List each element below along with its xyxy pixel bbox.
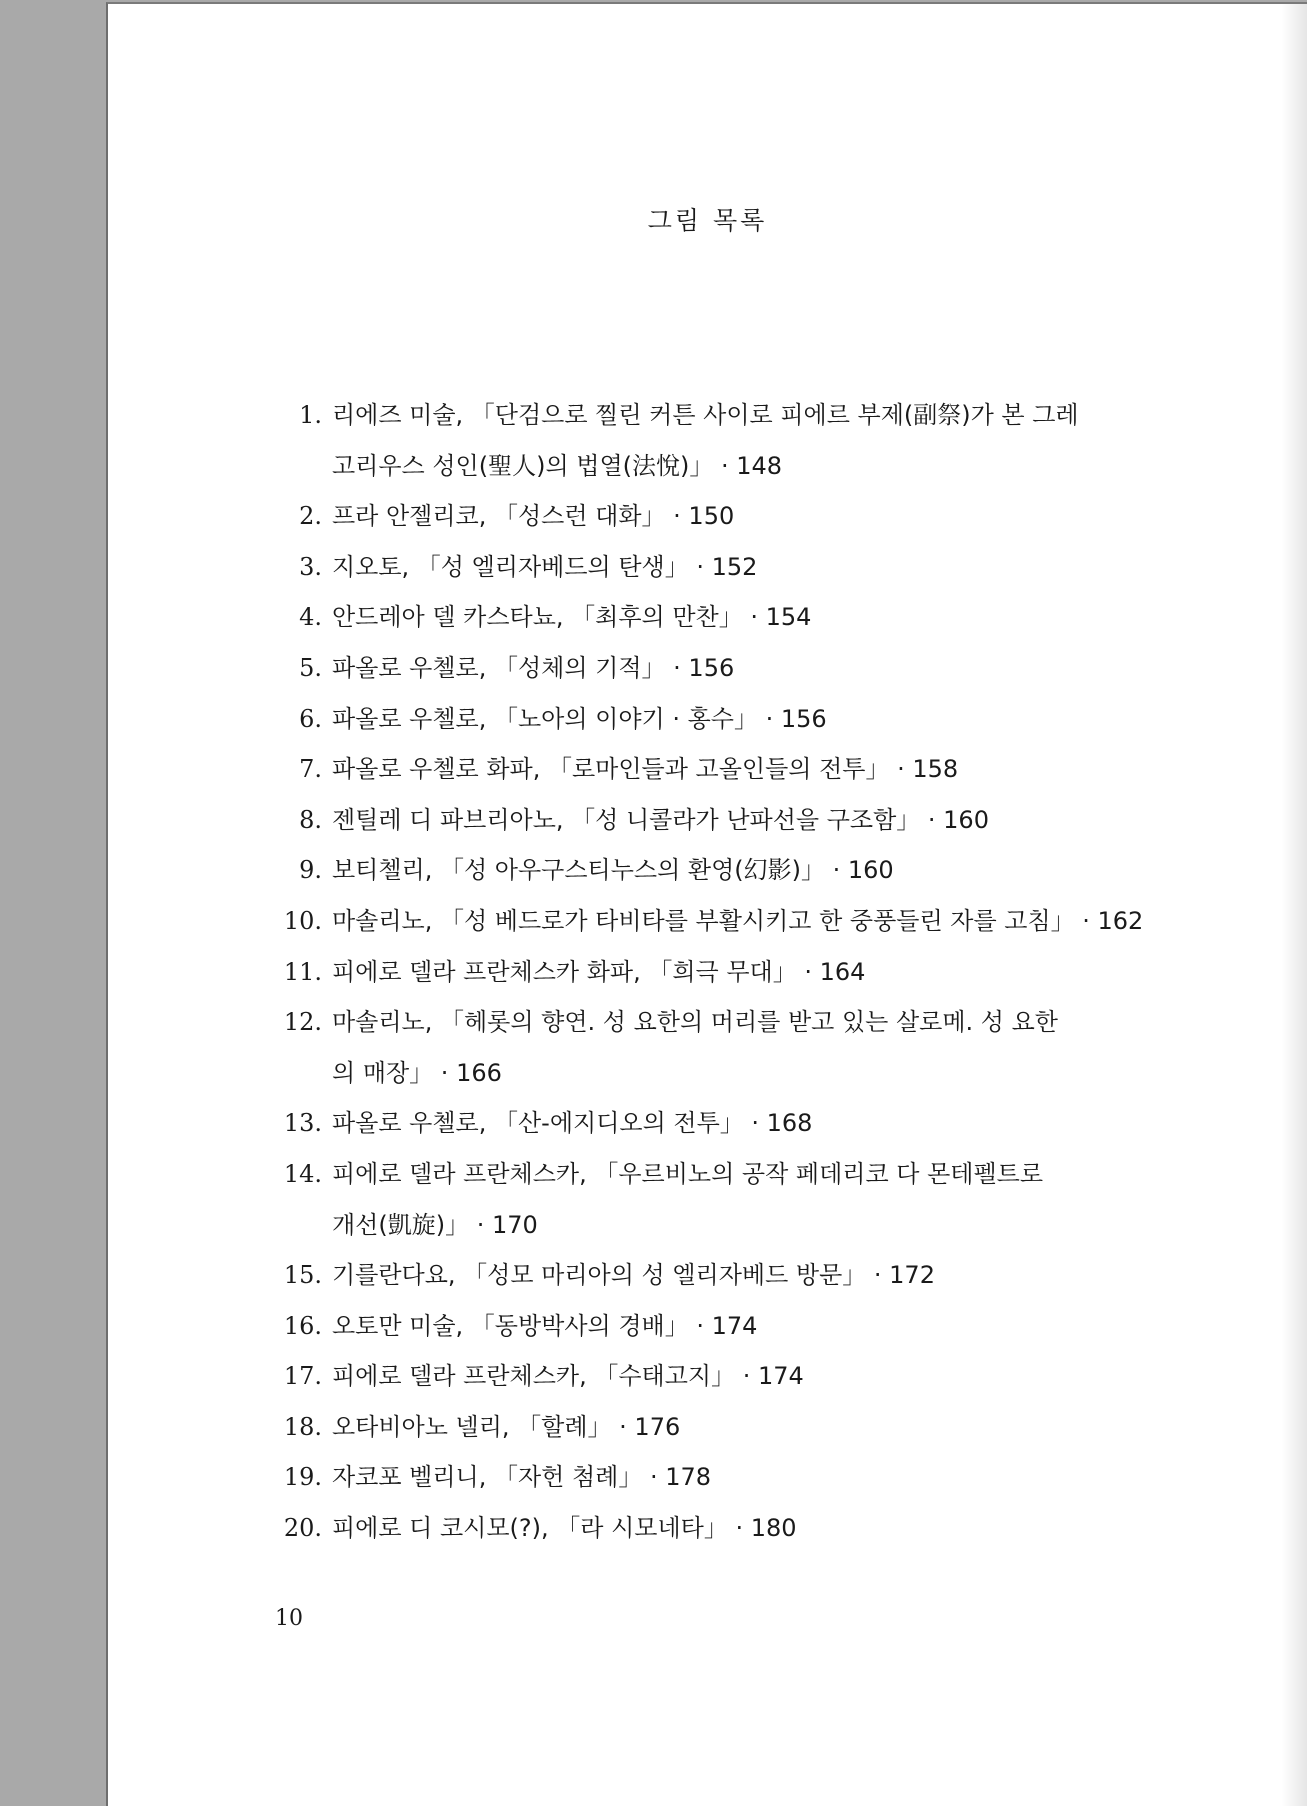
figure-caption: [332, 1098, 1238, 1149]
figure-entry: [278, 592, 1238, 643]
figure-number: 10.: [283, 906, 322, 935]
figure-caption: [332, 643, 1238, 694]
figure-number: 18.: [283, 1412, 322, 1441]
figure-caption-line: 피에로 델라 프란체스카 화파, 「희극 무대」 · 164: [332, 957, 866, 986]
figure-entry: [278, 1503, 1238, 1554]
figure-caption-continuation: 개선(凱旋)」 · 170: [332, 1210, 538, 1239]
book-page: [106, 2, 1307, 1806]
figure-caption: [332, 1402, 1238, 1453]
figure-caption: [332, 997, 1238, 1098]
figure-caption-continuation: 고리우스 성인(聖人)의 법열(法悅)」 · 148: [332, 451, 783, 480]
figure-number: 17.: [283, 1362, 322, 1391]
figure-entry: [278, 1301, 1238, 1352]
figure-caption-line: 파올로 우첼로, 「성체의 기적」 · 156: [332, 653, 735, 682]
figure-caption: [332, 795, 1238, 846]
figure-caption-line: 오토만 미술, 「동방박사의 경배」 · 174: [332, 1311, 758, 1340]
figure-caption-line: 오타비아노 넬리, 「할례」 · 176: [332, 1412, 681, 1441]
figure-number: 6.: [299, 704, 322, 733]
figure-number: 11.: [283, 957, 322, 986]
figure-caption: [332, 491, 1238, 542]
page-title: 그림 목록: [647, 206, 768, 235]
figure-entry: [278, 491, 1238, 542]
figure-caption-continuation: 의 매장」 · 166: [332, 1058, 502, 1087]
figure-caption: [332, 1503, 1238, 1554]
figure-caption-line: 마솔리노, 「성 베드로가 타비타를 부활시키고 한 중풍들린 자를 고침」 · 162: [332, 906, 1144, 935]
figure-caption: [332, 694, 1238, 745]
figure-number: 15.: [283, 1261, 322, 1290]
figure-caption-line: 마솔리노, 「헤롯의 향연. 성 요한의 머리를 받고 있는 살로메. 성 요한: [332, 1008, 1058, 1037]
figure-caption: [332, 1452, 1238, 1503]
figure-entry: [278, 795, 1238, 846]
figure-number: 7.: [299, 755, 322, 784]
figure-entry: [278, 1250, 1238, 1301]
figure-caption: [332, 390, 1238, 491]
figure-caption: [332, 744, 1238, 795]
figure-caption-line: 파올로 우첼로, 「노아의 이야기 · 홍수」 · 156: [332, 704, 827, 733]
page-number: 10: [275, 1606, 303, 1631]
figure-caption-line: 기를란다요, 「성모 마리아의 성 엘리자베드 방문」 · 172: [332, 1261, 935, 1290]
figure-entry: [278, 1452, 1238, 1503]
figure-caption-line: 파올로 우첼로 화파, 「로마인들과 고올인들의 전투」 · 158: [332, 755, 959, 784]
figure-number: 19.: [283, 1463, 322, 1492]
figure-caption-line: 안드레아 델 카스타뇨, 「최후의 만찬」 · 154: [332, 603, 812, 632]
figure-number: 14.: [283, 1159, 322, 1188]
figure-entry: [278, 643, 1238, 694]
figure-number: 1.: [299, 401, 322, 429]
figure-number: 13.: [283, 1109, 322, 1138]
figure-entry: [278, 390, 1238, 491]
figure-caption-line: 피에로 디 코시모(?), 「라 시모네타」 · 180: [332, 1514, 797, 1543]
figure-caption-line: 피에로 델라 프란체스카, 「수태고지」 · 174: [332, 1362, 804, 1391]
figure-caption: [332, 1250, 1238, 1301]
figure-caption-line: 보티첼리, 「성 아우구스티누스의 환영(幻影)」 · 160: [332, 856, 894, 885]
figure-entry: [278, 845, 1238, 896]
figure-number: 20.: [283, 1514, 322, 1543]
figure-entry: [278, 1149, 1238, 1250]
figure-entry: [278, 744, 1238, 795]
figure-caption: [332, 896, 1238, 947]
figure-caption: [332, 845, 1238, 896]
figure-caption-line: 파올로 우첼로, 「산-에지디오의 전투」 · 168: [332, 1109, 813, 1138]
figure-caption: [332, 1351, 1238, 1402]
figure-caption-line: 피에로 델라 프란체스카, 「우르비노의 공작 페데리코 다 몬테펠트로: [332, 1159, 1043, 1188]
figure-entry: [278, 1098, 1238, 1149]
figure-entry: [278, 997, 1238, 1098]
figure-caption-line: 자코포 벨리니, 「자헌 첨례」 · 178: [332, 1463, 712, 1492]
figure-caption: [332, 1301, 1238, 1352]
figure-number: 3.: [299, 552, 322, 581]
figure-number: 8.: [299, 805, 322, 834]
figure-caption-line: 젠틸레 디 파브리아노, 「성 니콜라가 난파선을 구조함」 · 160: [332, 805, 989, 834]
figure-entry: [278, 542, 1238, 593]
figure-caption-line: 리에즈 미술, 「단검으로 찔린 커튼 사이로 피에르 부제(副祭)가 본 그레: [332, 401, 1079, 429]
figure-entry: [278, 947, 1238, 998]
figure-number: 12.: [283, 1008, 322, 1037]
figure-entry: [278, 1351, 1238, 1402]
figure-caption: [332, 1149, 1238, 1250]
figure-entry: [278, 1402, 1238, 1453]
figure-entry: [278, 694, 1238, 745]
figure-number: 9.: [299, 856, 322, 885]
figure-caption-line: 프라 안젤리코, 「성스런 대화」 · 150: [332, 502, 735, 531]
figure-number: 16.: [283, 1311, 322, 1340]
figure-caption: [332, 947, 1238, 998]
figure-caption: [332, 592, 1238, 643]
figure-entry: [278, 896, 1238, 947]
figure-list: [278, 390, 1238, 1554]
figure-caption: [332, 542, 1238, 593]
figure-number: 4.: [299, 603, 322, 632]
figure-number: 5.: [299, 653, 322, 682]
figure-caption-line: 지오토, 「성 엘리자베드의 탄생」 · 152: [332, 552, 758, 581]
figure-number: 2.: [299, 502, 322, 531]
page-edge-shadow: [1281, 4, 1307, 1806]
